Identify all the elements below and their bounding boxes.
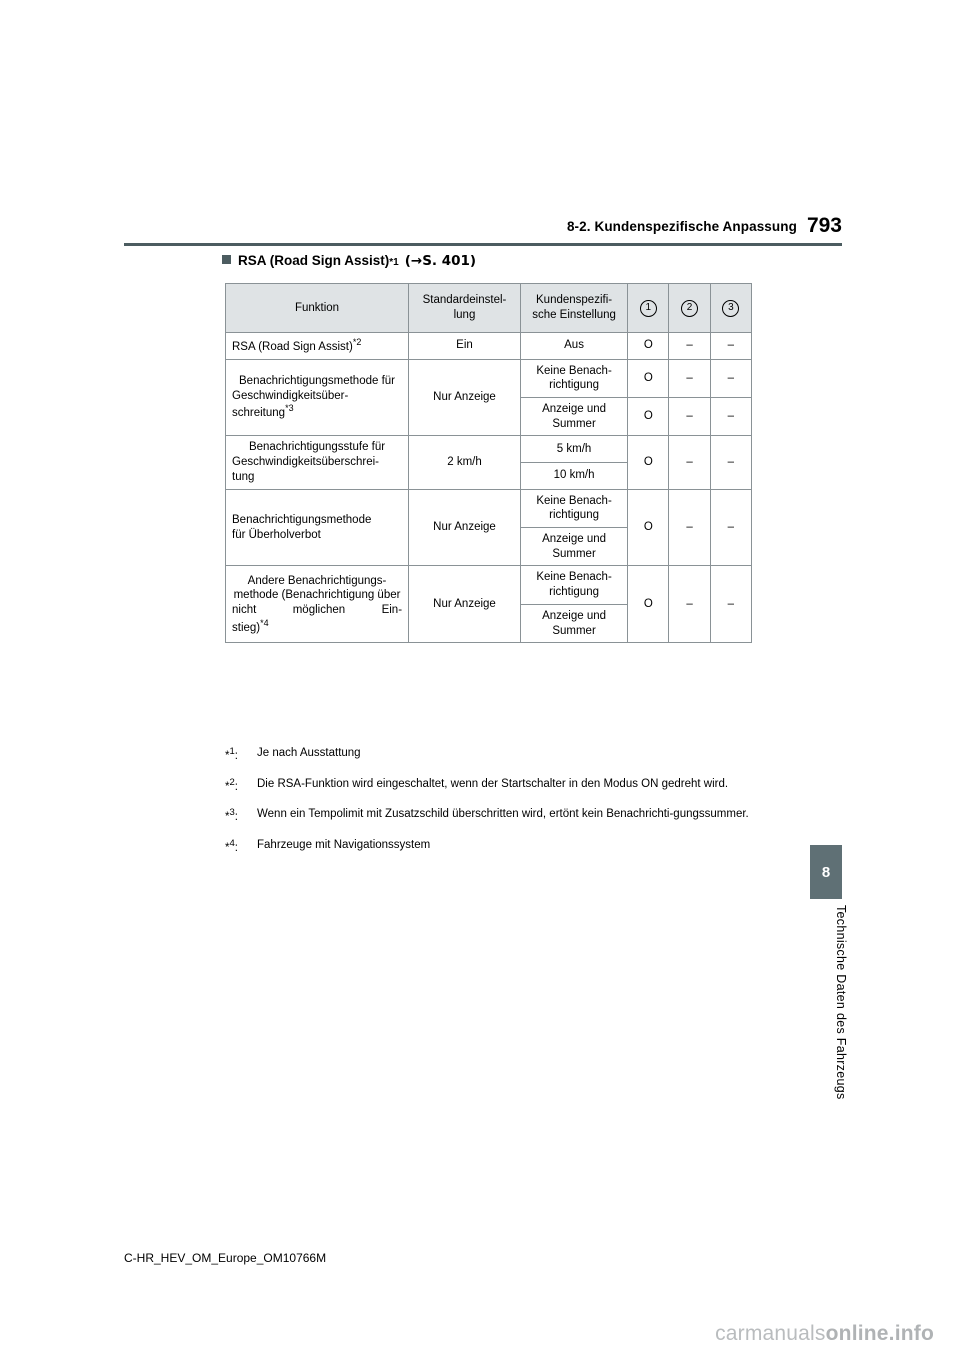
cell-mark-3: – <box>710 359 751 397</box>
table-header-row <box>226 284 752 333</box>
footnote-item <box>225 806 755 826</box>
page-header <box>124 215 842 236</box>
function-label: RSA (Road Sign Assist) <box>232 340 353 353</box>
header-column-2 <box>669 284 710 333</box>
cell-function: Benachrichtigungsmethode für Geschwindigkeitsüber- schreitung$^{*3}$ <box>226 359 409 436</box>
cell-custom: 5 km/h <box>520 436 627 463</box>
cell-custom: Aus <box>520 333 627 360</box>
footnote-item <box>225 745 755 765</box>
footnote-marker: *$^4$: <box>225 837 238 854</box>
circled-number-2-icon: 2 <box>681 300 698 317</box>
cell-function: Andere Benachrichtigungs-methode (Benachrichtigung über nicht möglichen Ein- stieg)$^{*4}$ <box>226 566 409 643</box>
cell-custom: Keine Benach- richtigung <box>520 359 627 397</box>
section-heading <box>222 253 476 269</box>
cell-standard: 2 km/h <box>409 436 521 489</box>
footnote-marker: *$^1$: <box>225 746 238 762</box>
cell-custom: Keine Benach- richtigung <box>520 489 627 527</box>
cell-custom: Anzeige und Summer <box>520 397 627 435</box>
cell-standard: Nur Anzeige <box>409 566 521 643</box>
footnote-marker: *$^2$: <box>225 776 238 793</box>
footnote-item <box>225 776 755 796</box>
table-row <box>226 436 752 463</box>
function-superscript: *2 <box>352 337 362 347</box>
header-divider <box>124 243 842 246</box>
function-superscript: *4 <box>260 617 269 628</box>
cell-custom: Anzeige und Summer <box>520 528 627 566</box>
cell-custom: 10 km/h <box>520 463 627 490</box>
cell-standard: Nur Anzeige <box>409 359 521 436</box>
cell-mark-1: O <box>628 333 669 360</box>
cell-standard: Nur Anzeige <box>409 489 521 566</box>
customization-table <box>225 283 752 643</box>
cell-mark-2: – <box>669 436 710 489</box>
chapter-tab-number: 8 <box>810 845 842 899</box>
cell-mark-3: – <box>710 333 751 360</box>
footnote-marker: *$^3$: <box>225 807 238 823</box>
cell-mark-2: – <box>669 333 710 360</box>
bullet-square-icon <box>222 255 231 264</box>
footnotes <box>225 745 755 867</box>
header-section-title: 8-2. Kundenspezifische Anpassung <box>566 219 797 234</box>
page-number: 793 <box>806 214 842 237</box>
circled-number-1-icon: 1 <box>640 300 657 317</box>
header-standard: Standardeinstel- lung <box>409 284 521 333</box>
footnote-text: Fahrzeuge mit Navigationssystem <box>257 838 431 851</box>
cell-mark-3: – <box>710 489 751 566</box>
footnote-text: Die RSA-Funktion wird eingeschaltet, wenn der Startschalter in den Modus ON gedreht wird. <box>257 777 729 790</box>
cell-mark-3: – <box>710 436 751 489</box>
table-row <box>226 566 752 604</box>
cell-function: Benachrichtigungsmethode für Überholverbot <box>226 489 409 566</box>
function-superscript: *3 <box>285 403 294 414</box>
cell-function: Benachrichtigungsstufe für Geschwindigkeitsüberschrei- tung <box>226 436 409 489</box>
cell-function <box>226 333 409 360</box>
document-code: C-HR_HEV_OM_Europe_OM10766M <box>124 1251 327 1265</box>
header-column-3 <box>710 284 751 333</box>
circled-number-3-icon: 3 <box>722 300 739 317</box>
cell-mark-1: O <box>628 489 669 566</box>
cell-mark-1: O <box>628 359 669 397</box>
cell-custom: Keine Benach- richtigung <box>520 566 627 604</box>
watermark: carmanualsonline.info <box>715 1322 934 1345</box>
footnote-text: Wenn ein Tempolimit mit Zusatzschild überschritten wird, ertönt kein Benachrichti-gungssummer. <box>257 808 749 820</box>
cell-mark-1: O <box>628 397 669 435</box>
footnote-text: Je nach Ausstattung <box>257 747 361 759</box>
section-heading-text: RSA (Road Sign Assist) <box>238 253 390 268</box>
table-row <box>226 359 752 397</box>
table-row <box>226 489 752 527</box>
cell-mark-2: – <box>669 566 710 643</box>
cell-mark-2: – <box>669 359 710 397</box>
section-heading-reference: (→S. 401) <box>404 253 477 269</box>
header-column-1 <box>628 284 669 333</box>
header-custom: Kundenspezifi- sche Einstellung <box>520 284 627 333</box>
cell-custom: Anzeige und Summer <box>520 604 627 642</box>
section-heading-superscript: *1 <box>389 257 399 268</box>
cell-mark-2: – <box>669 397 710 435</box>
cell-mark-3: – <box>710 566 751 643</box>
cell-mark-1: O <box>628 566 669 643</box>
cell-mark-1: O <box>628 436 669 489</box>
table-row <box>226 333 752 360</box>
cell-mark-3: – <box>710 397 751 435</box>
cell-standard: Ein <box>409 333 521 360</box>
cell-mark-2: – <box>669 489 710 566</box>
header-function: Funktion <box>226 284 409 333</box>
footnote-item <box>225 837 755 857</box>
chapter-tab-label: Technische Daten des Fahrzeugs <box>834 905 848 1100</box>
